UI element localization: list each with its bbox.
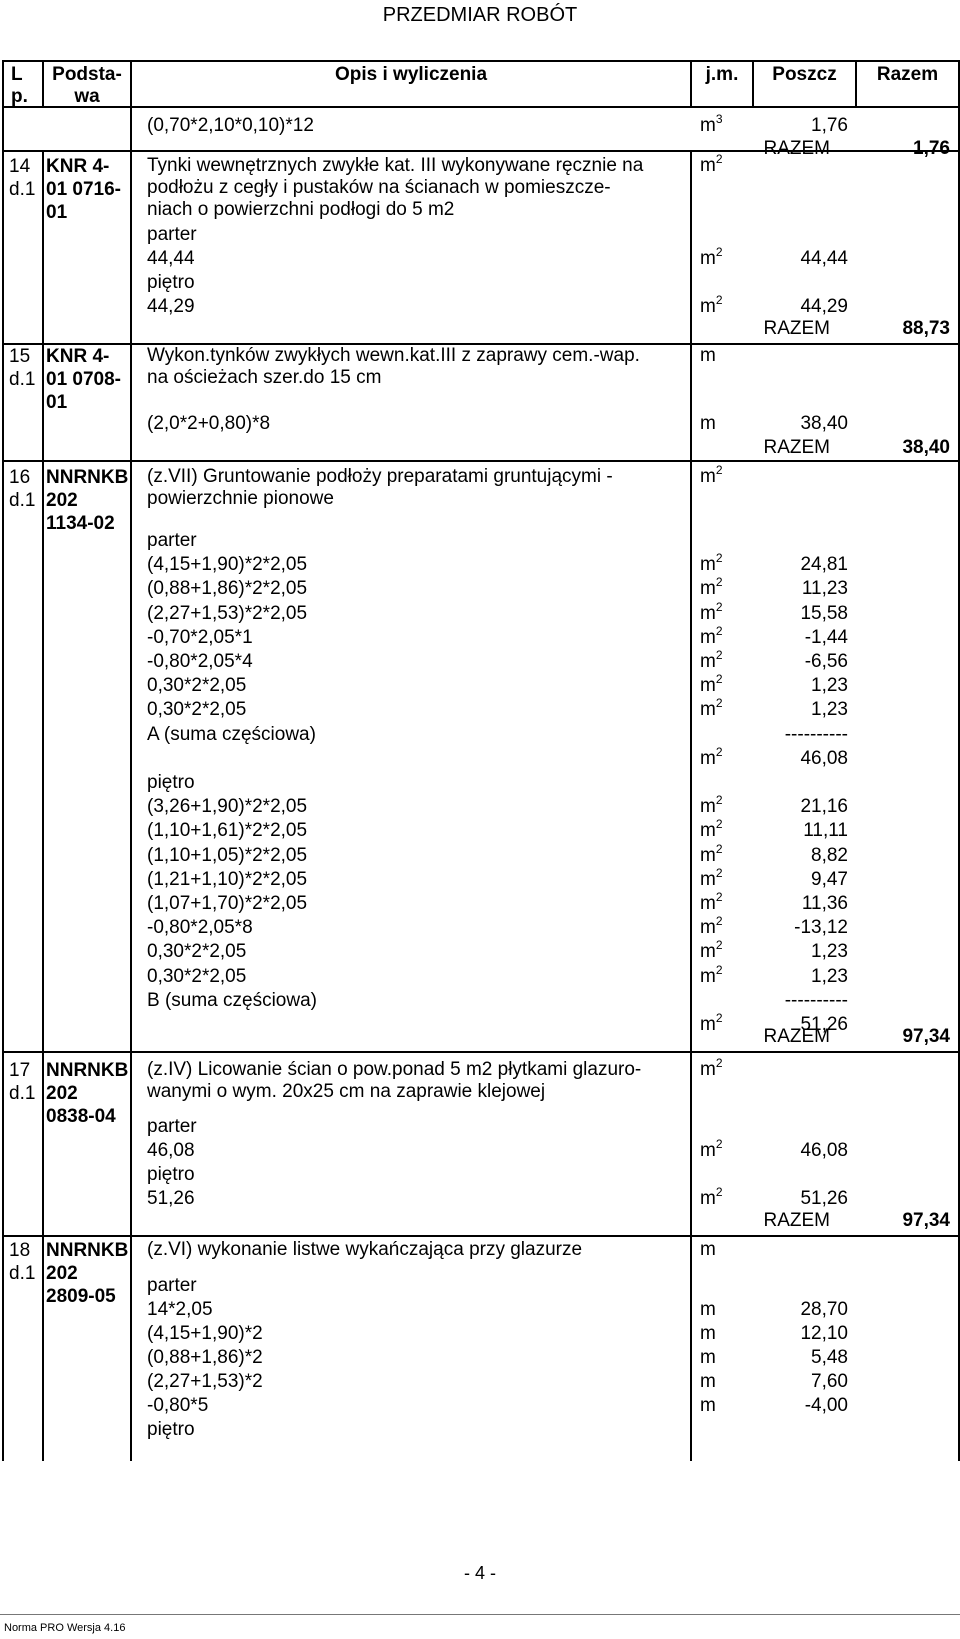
unit: m bbox=[700, 1371, 716, 1392]
item-number: 14 d.1 bbox=[9, 156, 36, 200]
calc-line: -0,80*2,05*4 bbox=[147, 651, 253, 672]
description-line: Tynki wewnętrznych zwykłe kat. III wykonywane ręcznie na bbox=[147, 155, 644, 176]
unit: m bbox=[700, 1347, 716, 1368]
unit: $m^2$ bbox=[700, 866, 723, 890]
header-lp: L p. bbox=[11, 64, 28, 107]
col-line-left bbox=[2, 106, 4, 1461]
calc-line: parter bbox=[147, 1116, 197, 1137]
description-line: na ościeżach szer.do 15 cm bbox=[147, 367, 382, 388]
page-number: - 4 - bbox=[463, 1563, 496, 1583]
calc-line: parter bbox=[147, 1275, 197, 1296]
unit: m bbox=[700, 1323, 716, 1344]
partial-value: 8,82 bbox=[811, 845, 848, 866]
razem-value: 1,76 bbox=[913, 138, 950, 159]
partial-value: 51,26 bbox=[800, 1014, 848, 1035]
item-number: 18 d.1 bbox=[9, 1240, 36, 1284]
partial-value: 1,76 bbox=[811, 115, 848, 136]
unit: m bbox=[700, 1395, 716, 1416]
unit: $m^2$ bbox=[700, 1011, 723, 1035]
unit: $m^2$ bbox=[700, 914, 723, 938]
partial-value: 12,10 bbox=[800, 1323, 848, 1344]
formula: (0,70*2,10*0,10)*12 bbox=[147, 115, 314, 136]
calc-line: 14*2,05 bbox=[147, 1299, 213, 1320]
unit: $m^2$ bbox=[700, 551, 723, 575]
unit: $m^2$ bbox=[700, 890, 723, 914]
description-line: (z.VI) wykonanie listwe wykańczająca przy glazurze bbox=[147, 1239, 583, 1260]
razem-label: RAZEM bbox=[763, 318, 830, 339]
base-code: KNR 4- 01 0716- 01 bbox=[46, 156, 122, 223]
description-line: (z.VII) Gruntowanie podłoży preparatami gruntującymi - bbox=[147, 466, 613, 487]
partial-value: 11,11 bbox=[803, 820, 848, 841]
calc-line: (4,15+1,90)*2 bbox=[147, 1323, 263, 1344]
calc-line: -0,80*5 bbox=[147, 1395, 209, 1416]
partial-value: 44,44 bbox=[800, 248, 848, 269]
table-top-border bbox=[2, 60, 960, 62]
unit: m bbox=[700, 1239, 716, 1260]
item-number: 15 d.1 bbox=[9, 346, 36, 390]
razem-label: RAZEM bbox=[763, 1026, 830, 1047]
calc-line: piętro bbox=[147, 1164, 195, 1185]
unit: $m^2$ bbox=[700, 245, 723, 269]
description-line: wanymi o wym. 20x25 cm na zaprawie klejowej bbox=[147, 1081, 546, 1102]
item-number: 16 d.1 bbox=[9, 467, 36, 511]
unit: $m^2$ bbox=[700, 600, 723, 624]
partial-value: 15,58 bbox=[800, 603, 848, 624]
base-code: NNRNKB 202 1134-02 bbox=[46, 467, 129, 534]
calc-line: 46,08 bbox=[147, 1140, 195, 1161]
partial-value: 7,60 bbox=[811, 1371, 848, 1392]
partial-value: -4,00 bbox=[804, 1395, 848, 1416]
razem-value: 38,40 bbox=[902, 437, 950, 458]
row-separator bbox=[2, 1235, 960, 1237]
header-description: Opis i wyliczenia bbox=[334, 64, 488, 85]
partial-value: 44,29 bbox=[800, 296, 848, 317]
partial-value: 1,23 bbox=[811, 675, 848, 696]
partial-value: ---------- bbox=[784, 724, 848, 745]
description-line: niach o powierzchni podłogi do 5 m2 bbox=[147, 199, 455, 220]
calc-line: (2,27+1,53)*2 bbox=[147, 1371, 263, 1392]
unit: $m^2$ bbox=[700, 672, 723, 696]
calc-line: -0,80*2,05*8 bbox=[147, 917, 253, 938]
partial-value: 38,40 bbox=[800, 413, 848, 434]
calc-line: piętro bbox=[147, 272, 195, 293]
calc-line: 0,30*2*2,05 bbox=[147, 675, 247, 696]
calc-line: parter bbox=[147, 224, 197, 245]
calc-line: (1,21+1,10)*2*2,05 bbox=[147, 869, 308, 890]
unit: $m^2$ bbox=[700, 793, 723, 817]
calc-line: 44,29 bbox=[147, 296, 195, 317]
item-number: 17 d.1 bbox=[9, 1060, 36, 1104]
page-title: PRZEDMIAR ROBÓT bbox=[382, 4, 578, 26]
base-code: NNRNKB 202 2809-05 bbox=[46, 1240, 129, 1307]
unit: m bbox=[700, 413, 716, 434]
partial-value: 46,08 bbox=[800, 748, 848, 769]
col-line-lp bbox=[42, 150, 44, 1461]
partial-value: 1,23 bbox=[811, 941, 848, 962]
partial-value: 24,81 bbox=[800, 554, 848, 575]
description-line: podłożu z cegły i pustaków na ścianach w pomieszcze- bbox=[147, 177, 611, 198]
partial-value: -13,12 bbox=[794, 917, 848, 938]
unit: $m^2$ bbox=[700, 293, 723, 317]
row-separator bbox=[2, 460, 960, 462]
calc-line: (1,10+1,05)*2*2,05 bbox=[147, 845, 308, 866]
partial-value: 51,26 bbox=[800, 1188, 848, 1209]
calc-line: -0,70*2,05*1 bbox=[147, 627, 253, 648]
calc-line: 0,30*2*2,05 bbox=[147, 966, 247, 987]
description-line: (z.IV) Licowanie ścian o pow.ponad 5 m2 płytkami glazuro- bbox=[147, 1059, 642, 1080]
calc-line: 0,30*2*2,05 bbox=[147, 699, 247, 720]
row-separator bbox=[2, 1051, 960, 1053]
header-partial: Poszcz bbox=[772, 64, 837, 85]
partial-value: -6,56 bbox=[804, 651, 848, 672]
partial-value: ---------- bbox=[784, 990, 848, 1011]
razem-value: 97,34 bbox=[902, 1210, 950, 1231]
unit: $m^2$ bbox=[700, 938, 723, 962]
calc-line: A (suma częściowa) bbox=[147, 724, 316, 745]
unit: $m^2$ bbox=[700, 1137, 723, 1161]
software-version: Norma PRO Wersja 4.16 bbox=[4, 1622, 126, 1634]
calc-line: (0,88+1,86)*2 bbox=[147, 1347, 263, 1368]
razem-label: RAZEM bbox=[763, 138, 830, 159]
unit: $m^2$ bbox=[700, 745, 723, 769]
calc-line: parter bbox=[147, 530, 197, 551]
razem-label: RAZEM bbox=[763, 1210, 830, 1231]
header-base: Podsta- wa bbox=[52, 64, 122, 107]
partial-value: -1,44 bbox=[804, 627, 848, 648]
calc-line: piętro bbox=[147, 772, 195, 793]
partial-value: 1,23 bbox=[811, 966, 848, 987]
header-unit: j.m. bbox=[705, 64, 739, 85]
calc-line: B (suma częściowa) bbox=[147, 990, 317, 1011]
unit: $m^3$ bbox=[700, 112, 723, 136]
razem-label: RAZEM bbox=[763, 437, 830, 458]
unit: $m^2$ bbox=[700, 152, 723, 176]
header-left-border bbox=[2, 60, 4, 107]
unit: $m^2$ bbox=[700, 817, 723, 841]
col-line-desc bbox=[690, 150, 692, 1461]
col-line-base bbox=[130, 106, 132, 1461]
footer-rule bbox=[0, 1614, 960, 1615]
header-total: Razem bbox=[876, 64, 939, 85]
unit: $m^2$ bbox=[700, 1185, 723, 1209]
partial-value: 1,23 bbox=[811, 699, 848, 720]
partial-value: 11,23 bbox=[801, 578, 848, 599]
calc-line: (3,26+1,90)*2*2,05 bbox=[147, 796, 308, 817]
unit: m bbox=[700, 345, 716, 366]
partial-value: 5,48 bbox=[811, 1347, 848, 1368]
base-code: KNR 4- 01 0708- 01 bbox=[46, 346, 122, 413]
calc-line: (1,10+1,61)*2*2,05 bbox=[147, 820, 308, 841]
razem-value: 97,34 bbox=[902, 1026, 950, 1047]
description-line: Wykon.tynków zwykłych wewn.kat.III z zaprawy cem.-wap. bbox=[147, 345, 640, 366]
unit: m bbox=[700, 1299, 716, 1320]
unit: $m^2$ bbox=[700, 575, 723, 599]
calc-line: (2,27+1,53)*2*2,05 bbox=[147, 603, 308, 624]
unit: $m^2$ bbox=[700, 1056, 723, 1080]
calc-line: piętro bbox=[147, 1419, 195, 1440]
calc-line: 0,30*2*2,05 bbox=[147, 941, 247, 962]
razem-value: 88,73 bbox=[902, 318, 950, 339]
unit: $m^2$ bbox=[700, 696, 723, 720]
partial-value: 11,36 bbox=[801, 893, 848, 914]
formula: (2,0*2+0,80)*8 bbox=[147, 413, 271, 434]
unit: $m^2$ bbox=[700, 463, 723, 487]
partial-value: 9,47 bbox=[811, 869, 848, 890]
unit: $m^2$ bbox=[700, 963, 723, 987]
header-bottom-border bbox=[2, 106, 960, 108]
calc-line: (1,07+1,70)*2*2,05 bbox=[147, 893, 308, 914]
partial-value: 28,70 bbox=[800, 1299, 848, 1320]
description-line: powierzchnie pionowe bbox=[147, 488, 334, 509]
unit: $m^2$ bbox=[700, 842, 723, 866]
partial-value: 21,16 bbox=[800, 796, 848, 817]
partial-value: 46,08 bbox=[800, 1140, 848, 1161]
calc-line: 51,26 bbox=[147, 1188, 195, 1209]
unit: $m^2$ bbox=[700, 648, 723, 672]
calc-line: (0,88+1,86)*2*2,05 bbox=[147, 578, 308, 599]
base-code: NNRNKB 202 0838-04 bbox=[46, 1060, 129, 1127]
calc-line: (4,15+1,90)*2*2,05 bbox=[147, 554, 308, 575]
unit: $m^2$ bbox=[700, 624, 723, 648]
calc-line: 44,44 bbox=[147, 248, 195, 269]
